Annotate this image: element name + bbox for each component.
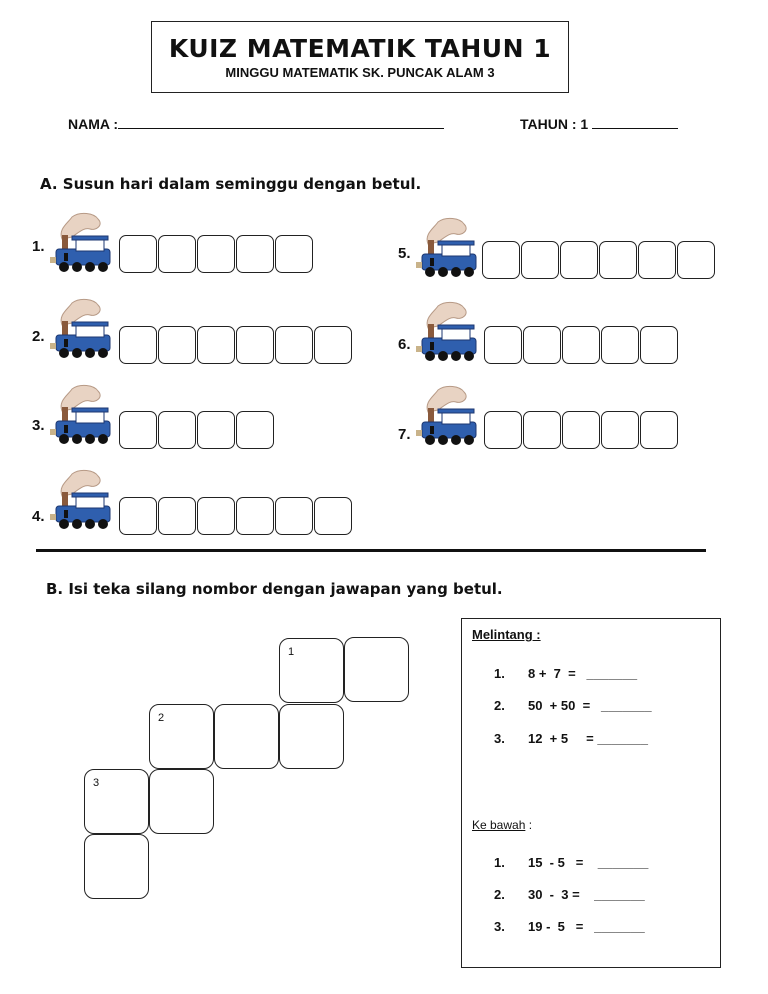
crossword-cell[interactable] xyxy=(84,834,149,899)
crossword-number: 1 xyxy=(288,646,295,658)
crossword-cell[interactable] xyxy=(214,704,279,769)
answer-box[interactable] xyxy=(197,497,235,535)
crossword-cell[interactable] xyxy=(279,638,344,703)
answer-box[interactable] xyxy=(640,411,678,449)
section-divider xyxy=(36,549,706,552)
crossword-number: 3 xyxy=(93,777,100,789)
answer-box[interactable] xyxy=(601,326,639,364)
answer-box[interactable] xyxy=(638,241,676,279)
answer-box[interactable] xyxy=(562,326,600,364)
section-b-heading: B. Isi teka silang nombor dengan jawapan yang betul. xyxy=(46,580,503,598)
answer-box[interactable] xyxy=(599,241,637,279)
clue-number: 2. xyxy=(494,887,505,902)
name-input-line[interactable] xyxy=(118,128,444,129)
answer-box[interactable] xyxy=(158,411,196,449)
answer-box[interactable] xyxy=(158,235,196,273)
down-heading-colon: : xyxy=(528,818,533,832)
train-icon xyxy=(50,297,116,361)
crossword-cell[interactable] xyxy=(84,769,149,834)
answer-boxes-5 xyxy=(482,241,716,279)
answer-box[interactable] xyxy=(484,326,522,364)
clue-text: 8 + 7 = _______ xyxy=(528,666,638,681)
crossword-cell[interactable] xyxy=(279,704,344,769)
answer-box[interactable] xyxy=(119,411,157,449)
answer-box[interactable] xyxy=(275,235,313,273)
question-label: 4. xyxy=(32,508,45,525)
across-heading: Melintang : xyxy=(472,627,541,642)
answer-box[interactable] xyxy=(523,326,561,364)
clue-text: 12 + 5 = _______ xyxy=(528,731,648,746)
answer-box[interactable] xyxy=(236,497,274,535)
answer-boxes-1 xyxy=(119,235,314,273)
year-field xyxy=(520,116,678,132)
question-label: 7. xyxy=(398,426,411,443)
train-icon xyxy=(50,383,116,447)
clue-number: 2. xyxy=(494,698,505,713)
page-title: KUIZ MATEMATIK TAHUN 1 xyxy=(168,34,552,63)
answer-box[interactable] xyxy=(158,326,196,364)
train-icon xyxy=(416,384,482,448)
down-heading-wrap xyxy=(472,818,532,832)
answer-boxes-4 xyxy=(119,497,353,535)
answer-box[interactable] xyxy=(119,497,157,535)
crossword-cell[interactable] xyxy=(344,637,409,702)
train-icon xyxy=(416,216,482,280)
answer-box[interactable] xyxy=(197,235,235,273)
answer-box[interactable] xyxy=(236,411,274,449)
clue-number: 3. xyxy=(494,919,505,934)
train-icon xyxy=(50,468,116,532)
answer-box[interactable] xyxy=(275,497,313,535)
question-label: 1. xyxy=(32,238,45,255)
answer-box[interactable] xyxy=(236,326,274,364)
year-label: TAHUN : 1 xyxy=(520,116,589,132)
clue-text: 19 - 5 = _______ xyxy=(528,919,645,934)
answer-boxes-3 xyxy=(119,411,275,449)
clue-text: 50 + 50 = _______ xyxy=(528,698,652,713)
answer-box[interactable] xyxy=(484,411,522,449)
question-label: 2. xyxy=(32,328,45,345)
answer-box[interactable] xyxy=(521,241,559,279)
answer-box[interactable] xyxy=(640,326,678,364)
train-icon xyxy=(416,300,482,364)
answer-boxes-6 xyxy=(484,326,679,364)
section-a-heading: A. Susun hari dalam seminggu dengan betul. xyxy=(40,175,422,193)
crossword-cell[interactable] xyxy=(149,704,214,769)
down-heading: Ke bawah xyxy=(472,818,526,832)
clue-number: 3. xyxy=(494,731,505,746)
answer-boxes-2 xyxy=(119,326,353,364)
answer-box[interactable] xyxy=(482,241,520,279)
crossword-number: 2 xyxy=(158,712,165,724)
answer-box[interactable] xyxy=(314,497,352,535)
clue-number: 1. xyxy=(494,666,505,681)
answer-box[interactable] xyxy=(562,411,600,449)
answer-box[interactable] xyxy=(236,235,274,273)
question-label: 6. xyxy=(398,336,411,353)
answer-box[interactable] xyxy=(197,326,235,364)
clue-text: 15 - 5 = _______ xyxy=(528,855,649,870)
answer-box[interactable] xyxy=(677,241,715,279)
answer-boxes-7 xyxy=(484,411,679,449)
answer-box[interactable] xyxy=(275,326,313,364)
answer-box[interactable] xyxy=(197,411,235,449)
answer-box[interactable] xyxy=(119,235,157,273)
name-field xyxy=(68,116,444,132)
page-subtitle: MINGGU MATEMATIK SK. PUNCAK ALAM 3 xyxy=(225,65,495,80)
name-label: NAMA : xyxy=(68,116,119,132)
answer-box[interactable] xyxy=(601,411,639,449)
title-box xyxy=(151,21,569,93)
answer-box[interactable] xyxy=(560,241,598,279)
train-icon xyxy=(50,211,116,275)
answer-box[interactable] xyxy=(314,326,352,364)
clue-text: 30 - 3 = _______ xyxy=(528,887,645,902)
answer-box[interactable] xyxy=(523,411,561,449)
crossword-cell[interactable] xyxy=(149,769,214,834)
question-label: 3. xyxy=(32,417,45,434)
clue-number: 1. xyxy=(494,855,505,870)
answer-box[interactable] xyxy=(158,497,196,535)
question-label: 5. xyxy=(398,245,411,262)
answer-box[interactable] xyxy=(119,326,157,364)
year-input-line[interactable] xyxy=(592,128,678,129)
